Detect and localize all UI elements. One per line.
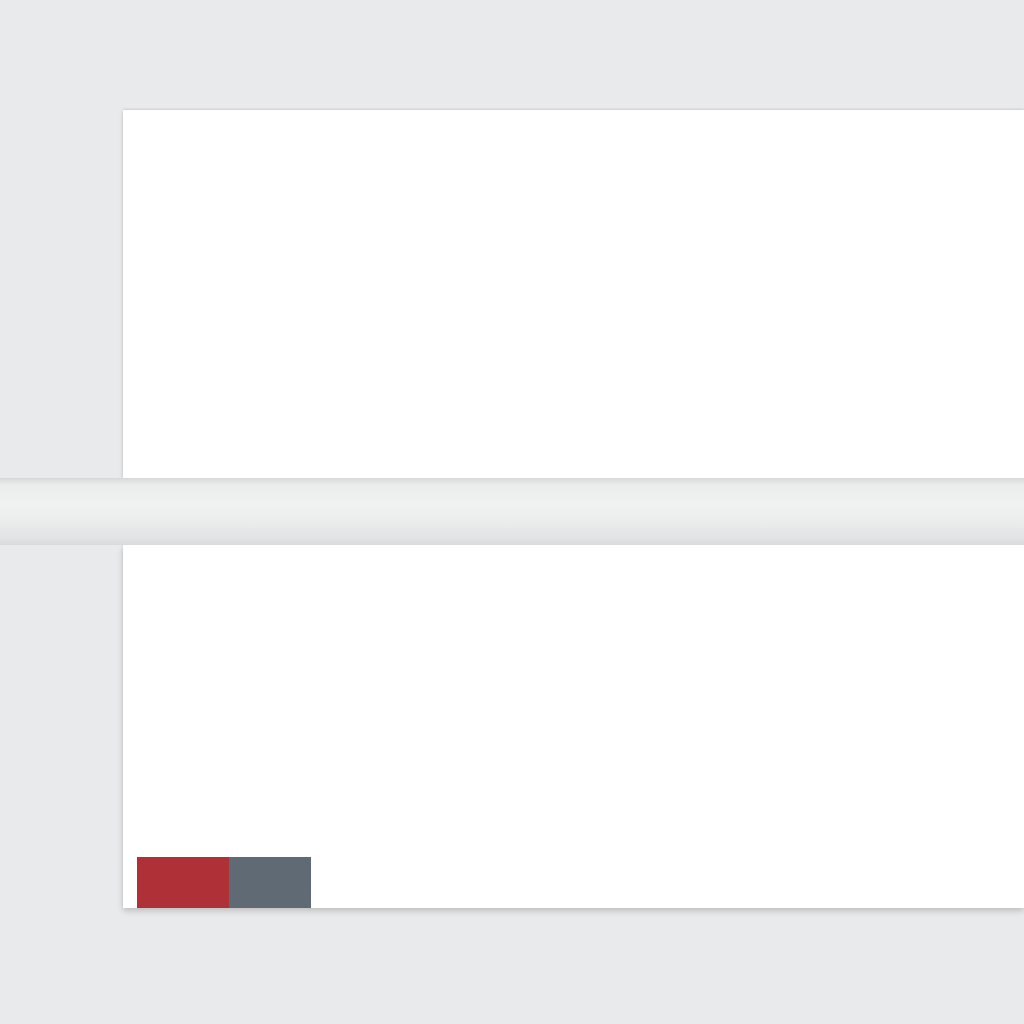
month-tab-january xyxy=(137,857,229,908)
planner-top-page xyxy=(123,110,1024,478)
spiral-binding xyxy=(0,478,1024,556)
page-gap xyxy=(0,478,1024,545)
planner-bottom-page xyxy=(123,545,1024,908)
month-tab-february xyxy=(229,857,311,908)
page-title xyxy=(137,126,143,157)
